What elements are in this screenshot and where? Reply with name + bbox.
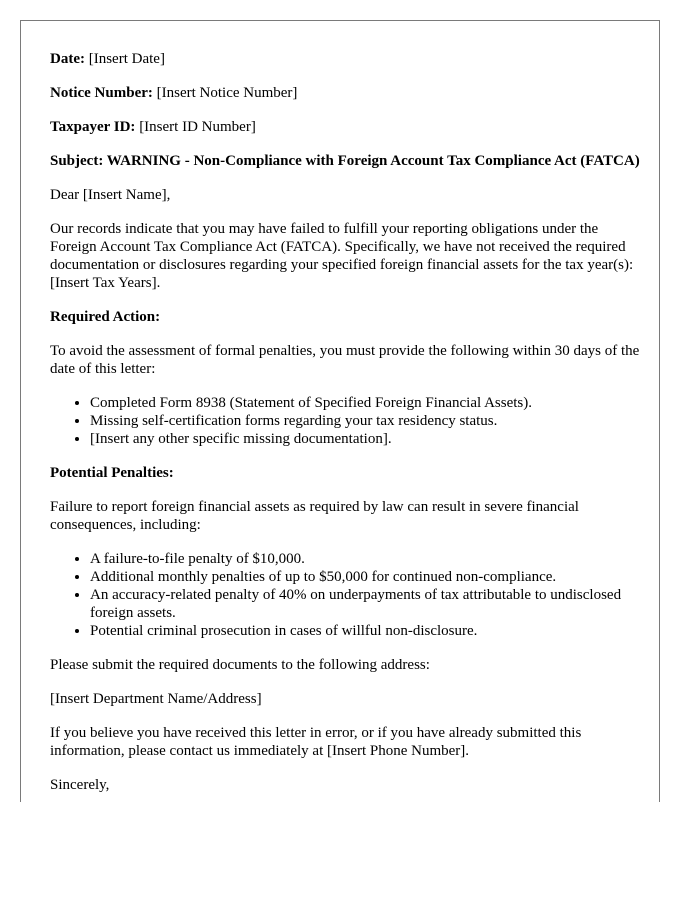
date-value: [Insert Date] [88, 51, 165, 67]
list-item: • [Insert any other specific missing documentation]. [90, 430, 640, 448]
required-action-paragraph: To avoid the assessment of formal penalties, you must provide the following within 30 days of the date of this letter: [50, 343, 640, 377]
required-action-heading: Required Action: [50, 309, 161, 325]
address-line: [Insert Department Name/Address] [50, 691, 262, 707]
taxpayer-id-line [50, 118, 640, 136]
date-line [50, 50, 640, 68]
subject-line: Subject: WARNING - Non-Compliance with Foreign Account Tax Compliance Act (FATCA) [50, 153, 640, 169]
date-label: Date: [50, 51, 85, 67]
list-item: • Potential criminal prosecution in cases of willful non-disclosure. [90, 622, 640, 640]
greeting: Dear [Insert Name], [50, 187, 171, 203]
contact-paragraph: If you believe you have received this letter in error, or if you have already submitted this information, please contact us immediately at [Insert Phone Number]. [50, 725, 582, 759]
taxpayer-id-label: Taxpayer ID: [50, 119, 136, 135]
potential-penalties-paragraph: Failure to report foreign financial assets as required by law can result in severe financial consequences, including: [50, 499, 579, 533]
taxpayer-id-value: [Insert ID Number] [139, 119, 256, 135]
notice-number-value: [Insert Notice Number] [156, 85, 298, 101]
list-item: • Missing self-certification forms regarding your tax residency status. [90, 412, 640, 430]
potential-penalties-heading: Potential Penalties: [50, 465, 174, 481]
intro-paragraph: Our records indicate that you may have failed to fulfill your reporting obligations under the Foreign Account Tax Compliance Act (FATCA). Specifically, we have not received the required documentation or disclosures regarding your specified foreign financial assets for the tax year(s): [Insert Tax Years]. [50, 221, 634, 291]
submit-paragraph: Please submit the required documents to the following address: [50, 657, 430, 673]
closing: Sincerely, [50, 777, 110, 793]
list-item: • Additional monthly penalties of up to $50,000 for continued non-compliance. [90, 568, 640, 586]
list-item: • Completed Form 8938 (Statement of Specified Foreign Financial Assets). [90, 394, 640, 412]
notice-number-label: Notice Number: [50, 85, 153, 101]
list-item: • A failure-to-file penalty of $10,000. [90, 550, 640, 568]
required-action-list [50, 394, 640, 448]
letter-page [20, 20, 660, 802]
letter-body [50, 50, 640, 802]
potential-penalties-list [50, 550, 640, 640]
list-item: • An accuracy-related penalty of 40% on underpayments of tax attributable to undisclosed foreign assets. [90, 586, 640, 622]
notice-number-line [50, 84, 640, 102]
